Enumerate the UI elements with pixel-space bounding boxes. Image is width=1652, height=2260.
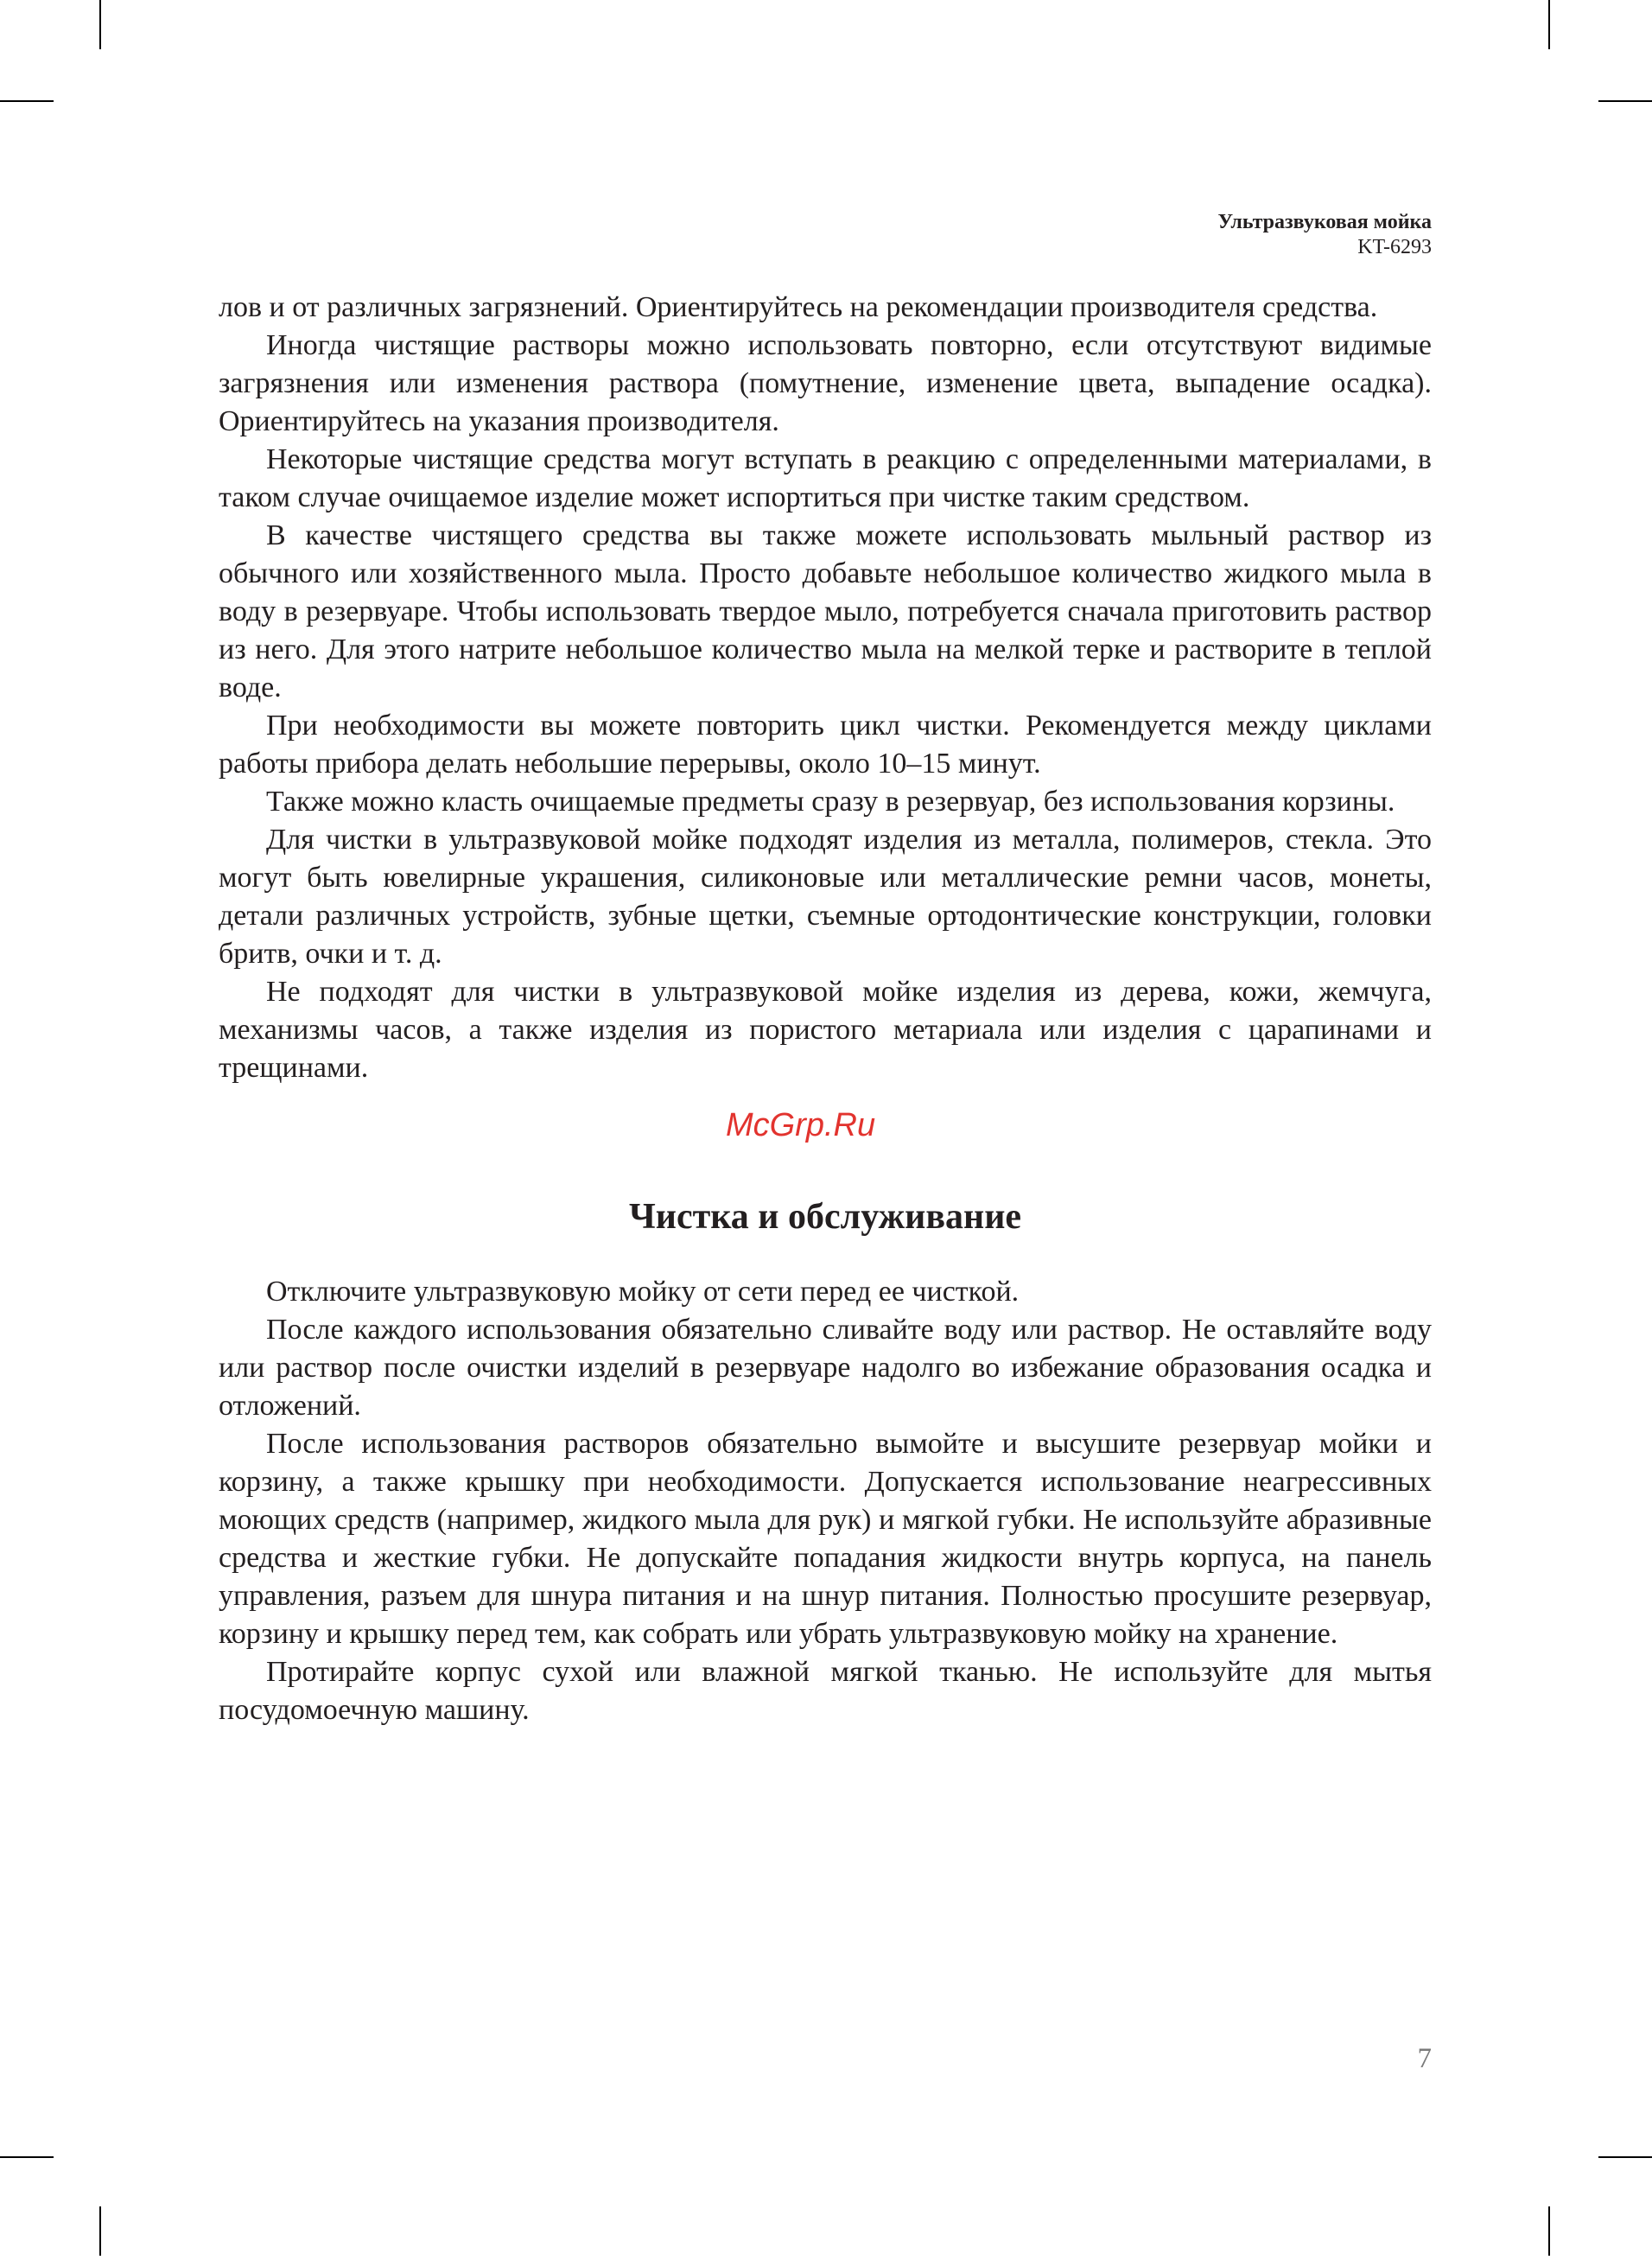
crop-mark-bottom-left-horizontal xyxy=(0,2156,54,2158)
page-number: 7 xyxy=(1417,2043,1432,2074)
page-content xyxy=(219,289,1432,1729)
paragraph: Также можно класть очищаемые предметы сразу в резервуар, без использования корзины. xyxy=(266,786,1395,818)
paragraph: В качестве чистящего средства вы также можете использовать мыльный раствор из обычного или хозяйственного мыла. Просто добавьте небольшое количество жидкого мыла в воду в резервуаре. Чтобы использовать твердое мыло, потребуется сначала приготовить раствор из него. Для этого натрите небольшое количество мыла на мелкой терке и растворите в теплой воде. xyxy=(219,519,1432,703)
paragraph: После каждого использования обязательно сливайте воду или раствор. Не оставляйте воду или раствор после очистки изделий в резервуаре надолго во избежание образования осадка и отложений. xyxy=(219,1314,1432,1422)
crop-mark-top-left xyxy=(99,0,101,49)
paragraph: Протирайте корпус сухой или влажной мягкой тканью. Не используйте для мытья посудомоечную машину. xyxy=(219,1656,1432,1726)
crop-mark-top-left-horizontal xyxy=(0,100,54,102)
header-product-name: Ультразвуковая мойка xyxy=(1217,211,1432,233)
paragraph: Отключите ультразвуковую мойку от сети перед ее чисткой. xyxy=(266,1276,1020,1308)
running-header xyxy=(1217,210,1432,260)
paragraph: При необходимости вы можете повторить цикл чистки. Рекомендуется между циклами работы прибора делать небольшие перерывы, около 10–15 минут. xyxy=(219,710,1432,780)
paragraph: После использования растворов обязательно вымойте и высушите резервуар мойки и корзину, а также крышку при необходимости. Допускается использование неагрессивных моющих средств (например, жидкого мыла для рук) и мягкой губки. Не используйте абразивные средства и жесткие губки. Не допускайте попадания жидкости внутрь корпуса, на панель управления, разъем для шнура питания и на шнур питания. Полностью просушите резервуар, корзину и крышку перед тем, как собрать или убрать ультразвуковую мойку на хранение. xyxy=(219,1428,1432,1650)
paragraph: Для чистки в ультразвуковой мойке подходят изделия из металла, полимеров, стекла. Это могут быть ювелирные украшения, силиконовые или металлические ремни часов, монеты, детали различных устройств, зубные щетки, съемные ортодонтические конструкции, головки бритв, очки и т. д. xyxy=(219,824,1432,970)
crop-mark-bottom-right-horizontal xyxy=(1598,2156,1652,2158)
header-model: KT-6293 xyxy=(1357,236,1432,258)
section-title: Чистка и обслуживание xyxy=(628,1197,1022,1237)
crop-mark-bottom-right xyxy=(1548,2206,1550,2256)
paragraph: Не подходят для чистки в ультразвуковой мойке изделия из дерева, кожи, жемчуга, механизмы часов, а также изделия из пористого метариала или изделия с царапинами и трещинами. xyxy=(219,976,1432,1084)
paragraph: Иногда чистящие растворы можно использовать повторно, если отсутствуют видимые загрязнения или изменения раствора (помутнение, изменение цвета, выпадение осадка). Ориентируйтесь на указания производителя. xyxy=(219,329,1432,437)
paragraph-continuation: лов и от различных загрязнений. Ориентируйтесь на рекомендации производителя средства. xyxy=(219,291,1378,323)
watermark: McGrp.Ru xyxy=(726,1107,876,1143)
crop-mark-bottom-left xyxy=(99,2206,101,2256)
paragraph: Некоторые чистящие средства могут вступать в реакцию с определенными материалами, в таком случае очищаемое изделие может испортиться при чистке таким средством. xyxy=(219,443,1432,513)
crop-mark-top-right xyxy=(1548,0,1550,49)
crop-mark-top-right-horizontal xyxy=(1598,100,1652,102)
